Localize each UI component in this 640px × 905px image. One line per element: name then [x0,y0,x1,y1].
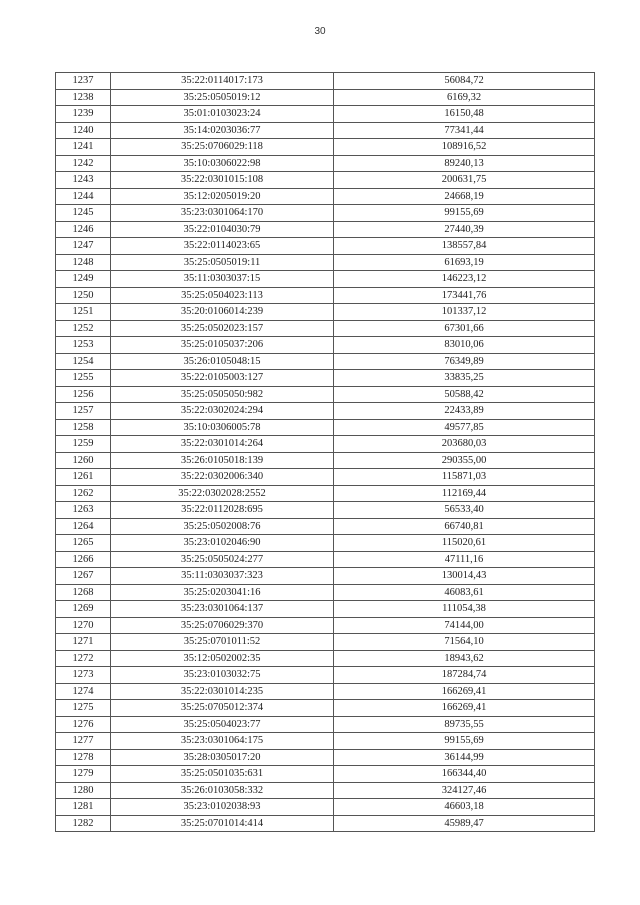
row-number-cell: 1249 [56,271,111,288]
table-row [56,683,595,700]
row-number-cell: 1256 [56,386,111,403]
row-number-cell: 1251 [56,304,111,321]
cadastral-number-cell: 35:25:0105037:206 [111,337,334,354]
value-cell: 56084,72 [334,73,595,90]
table-row [56,700,595,717]
row-number-cell: 1241 [56,139,111,156]
cadastral-number-cell: 35:22:0105003:127 [111,370,334,387]
cadastral-number-cell: 35:23:0102046:90 [111,535,334,552]
table-row [56,650,595,667]
value-cell: 108916,52 [334,139,595,156]
row-number-cell: 1253 [56,337,111,354]
value-cell: 46603,18 [334,799,595,816]
value-cell: 138557,84 [334,238,595,255]
page-number: 30 [314,26,326,37]
table-row [56,584,595,601]
value-cell: 112169,44 [334,485,595,502]
row-number-cell: 1272 [56,650,111,667]
row-number-cell: 1254 [56,353,111,370]
cadastral-number-cell: 35:25:0501035:631 [111,766,334,783]
cadastral-number-cell: 35:23:0103032:75 [111,667,334,684]
row-number-cell: 1240 [56,122,111,139]
value-cell: 166269,41 [334,683,595,700]
row-number-cell: 1280 [56,782,111,799]
value-cell: 36144,99 [334,749,595,766]
row-number-cell: 1239 [56,106,111,123]
table-row [56,782,595,799]
cadastral-number-cell: 35:25:0505024:277 [111,551,334,568]
value-cell: 22433,89 [334,403,595,420]
table-row [56,469,595,486]
cadastral-number-cell: 35:28:0305017:20 [111,749,334,766]
row-number-cell: 1262 [56,485,111,502]
value-cell: 115871,03 [334,469,595,486]
value-cell: 49577,85 [334,419,595,436]
table-row [56,172,595,189]
cadastral-number-cell: 35:01:0103023:24 [111,106,334,123]
row-number-cell: 1242 [56,155,111,172]
value-cell: 111054,38 [334,601,595,618]
value-cell: 33835,25 [334,370,595,387]
cadastral-number-cell: 35:25:0505019:12 [111,89,334,106]
cadastral-number-cell: 35:10:0306022:98 [111,155,334,172]
row-number-cell: 1243 [56,172,111,189]
cadastral-number-cell: 35:22:0114023:65 [111,238,334,255]
table-row [56,766,595,783]
table-row [56,667,595,684]
row-number-cell: 1248 [56,254,111,271]
table-row [56,601,595,618]
cadastral-number-cell: 35:25:0706029:118 [111,139,334,156]
table-row [56,353,595,370]
cadastral-number-cell: 35:25:0701011:52 [111,634,334,651]
table-row [56,73,595,90]
row-number-cell: 1274 [56,683,111,700]
table-row [56,568,595,585]
row-number-cell: 1259 [56,436,111,453]
row-number-cell: 1261 [56,469,111,486]
value-cell: 130014,43 [334,568,595,585]
row-number-cell: 1268 [56,584,111,601]
value-cell: 50588,42 [334,386,595,403]
cadastral-number-cell: 35:26:0105048:15 [111,353,334,370]
row-number-cell: 1265 [56,535,111,552]
table-row [56,799,595,816]
table-row [56,436,595,453]
cadastral-number-cell: 35:25:0706029:370 [111,617,334,634]
row-number-cell: 1269 [56,601,111,618]
cadastral-number-cell: 35:25:0504023:77 [111,716,334,733]
row-number-cell: 1276 [56,716,111,733]
table-row [56,238,595,255]
cadastral-number-cell: 35:20:0106014:239 [111,304,334,321]
table-row [56,551,595,568]
table-row [56,386,595,403]
value-cell: 47111,16 [334,551,595,568]
table-row [56,502,595,519]
cadastral-number-cell: 35:10:0306005:78 [111,419,334,436]
value-cell: 76349,89 [334,353,595,370]
row-number-cell: 1281 [56,799,111,816]
table-row [56,419,595,436]
row-number-cell: 1238 [56,89,111,106]
row-number-cell: 1275 [56,700,111,717]
row-number-cell: 1245 [56,205,111,222]
value-cell: 173441,76 [334,287,595,304]
row-number-cell: 1278 [56,749,111,766]
value-cell: 16150,48 [334,106,595,123]
value-cell: 27440,39 [334,221,595,238]
cadastral-number-cell: 35:22:0112028:695 [111,502,334,519]
cadastral-number-cell: 35:25:0505050:982 [111,386,334,403]
table-row [56,139,595,156]
row-number-cell: 1247 [56,238,111,255]
row-number-cell: 1260 [56,452,111,469]
cadastral-number-cell: 35:23:0301064:170 [111,205,334,222]
cadastral-number-cell: 35:22:0302006:340 [111,469,334,486]
table-row [56,634,595,651]
table-row [56,337,595,354]
cadastral-number-cell: 35:11:0303037:15 [111,271,334,288]
cadastral-number-cell: 35:12:0205019:20 [111,188,334,205]
row-number-cell: 1271 [56,634,111,651]
table-row [56,287,595,304]
value-cell: 74144,00 [334,617,595,634]
value-cell: 24668,19 [334,188,595,205]
table-row [56,733,595,750]
cadastral-number-cell: 35:23:0102038:93 [111,799,334,816]
row-number-cell: 1270 [56,617,111,634]
cadastral-table [55,72,595,832]
value-cell: 324127,46 [334,782,595,799]
cadastral-number-cell: 35:14:0203036:77 [111,122,334,139]
row-number-cell: 1237 [56,73,111,90]
value-cell: 77341,44 [334,122,595,139]
value-cell: 200631,75 [334,172,595,189]
value-cell: 99155,69 [334,733,595,750]
value-cell: 187284,74 [334,667,595,684]
value-cell: 290355,00 [334,452,595,469]
value-cell: 71564,10 [334,634,595,651]
row-number-cell: 1279 [56,766,111,783]
table-row [56,254,595,271]
table-row [56,452,595,469]
value-cell: 67301,66 [334,320,595,337]
cadastral-number-cell: 35:22:0301015:108 [111,172,334,189]
row-number-cell: 1267 [56,568,111,585]
cadastral-number-cell: 35:22:0114017:173 [111,73,334,90]
table-row [56,518,595,535]
value-cell: 115020,61 [334,535,595,552]
row-number-cell: 1282 [56,815,111,832]
table-row [56,122,595,139]
cadastral-number-cell: 35:22:0301014:264 [111,436,334,453]
value-cell: 18943,62 [334,650,595,667]
value-cell: 66740,81 [334,518,595,535]
row-number-cell: 1277 [56,733,111,750]
table-row [56,716,595,733]
value-cell: 166344,40 [334,766,595,783]
row-number-cell: 1252 [56,320,111,337]
value-cell: 46083,61 [334,584,595,601]
table-row [56,89,595,106]
table-row [56,188,595,205]
value-cell: 56533,40 [334,502,595,519]
cadastral-number-cell: 35:25:0701014:414 [111,815,334,832]
table-row [56,485,595,502]
cadastral-number-cell: 35:22:0301014:235 [111,683,334,700]
cadastral-number-cell: 35:22:0104030:79 [111,221,334,238]
cadastral-number-cell: 35:23:0301064:175 [111,733,334,750]
row-number-cell: 1263 [56,502,111,519]
value-cell: 89240,13 [334,155,595,172]
cadastral-number-cell: 35:26:0105018:139 [111,452,334,469]
table-row [56,271,595,288]
value-cell: 99155,69 [334,205,595,222]
row-number-cell: 1273 [56,667,111,684]
value-cell: 203680,03 [334,436,595,453]
value-cell: 101337,12 [334,304,595,321]
table-row [56,749,595,766]
table-row [56,535,595,552]
table-body [56,73,595,832]
cadastral-number-cell: 35:23:0301064:137 [111,601,334,618]
cadastral-number-cell: 35:22:0302028:2552 [111,485,334,502]
cadastral-number-cell: 35:25:0502023:157 [111,320,334,337]
cadastral-number-cell: 35:25:0705012:374 [111,700,334,717]
row-number-cell: 1250 [56,287,111,304]
value-cell: 61693,19 [334,254,595,271]
cadastral-number-cell: 35:25:0504023:113 [111,287,334,304]
cadastral-number-cell: 35:12:0502002:35 [111,650,334,667]
table-row [56,205,595,222]
table-row [56,370,595,387]
table-row [56,221,595,238]
row-number-cell: 1264 [56,518,111,535]
table-row [56,155,595,172]
row-number-cell: 1244 [56,188,111,205]
table-row [56,403,595,420]
table-row [56,815,595,832]
row-number-cell: 1266 [56,551,111,568]
table-row [56,320,595,337]
value-cell: 166269,41 [334,700,595,717]
table-row [56,106,595,123]
table-row [56,304,595,321]
value-cell: 6169,32 [334,89,595,106]
cadastral-number-cell: 35:25:0502008:76 [111,518,334,535]
cadastral-number-cell: 35:25:0203041:16 [111,584,334,601]
row-number-cell: 1246 [56,221,111,238]
cadastral-number-cell: 35:22:0302024:294 [111,403,334,420]
value-cell: 89735,55 [334,716,595,733]
row-number-cell: 1258 [56,419,111,436]
value-cell: 83010,06 [334,337,595,354]
value-cell: 45989,47 [334,815,595,832]
row-number-cell: 1255 [56,370,111,387]
row-number-cell: 1257 [56,403,111,420]
value-cell: 146223,12 [334,271,595,288]
cadastral-number-cell: 35:25:0505019:11 [111,254,334,271]
cadastral-number-cell: 35:11:0303037:323 [111,568,334,585]
cadastral-number-cell: 35:26:0103058:332 [111,782,334,799]
table-row [56,617,595,634]
